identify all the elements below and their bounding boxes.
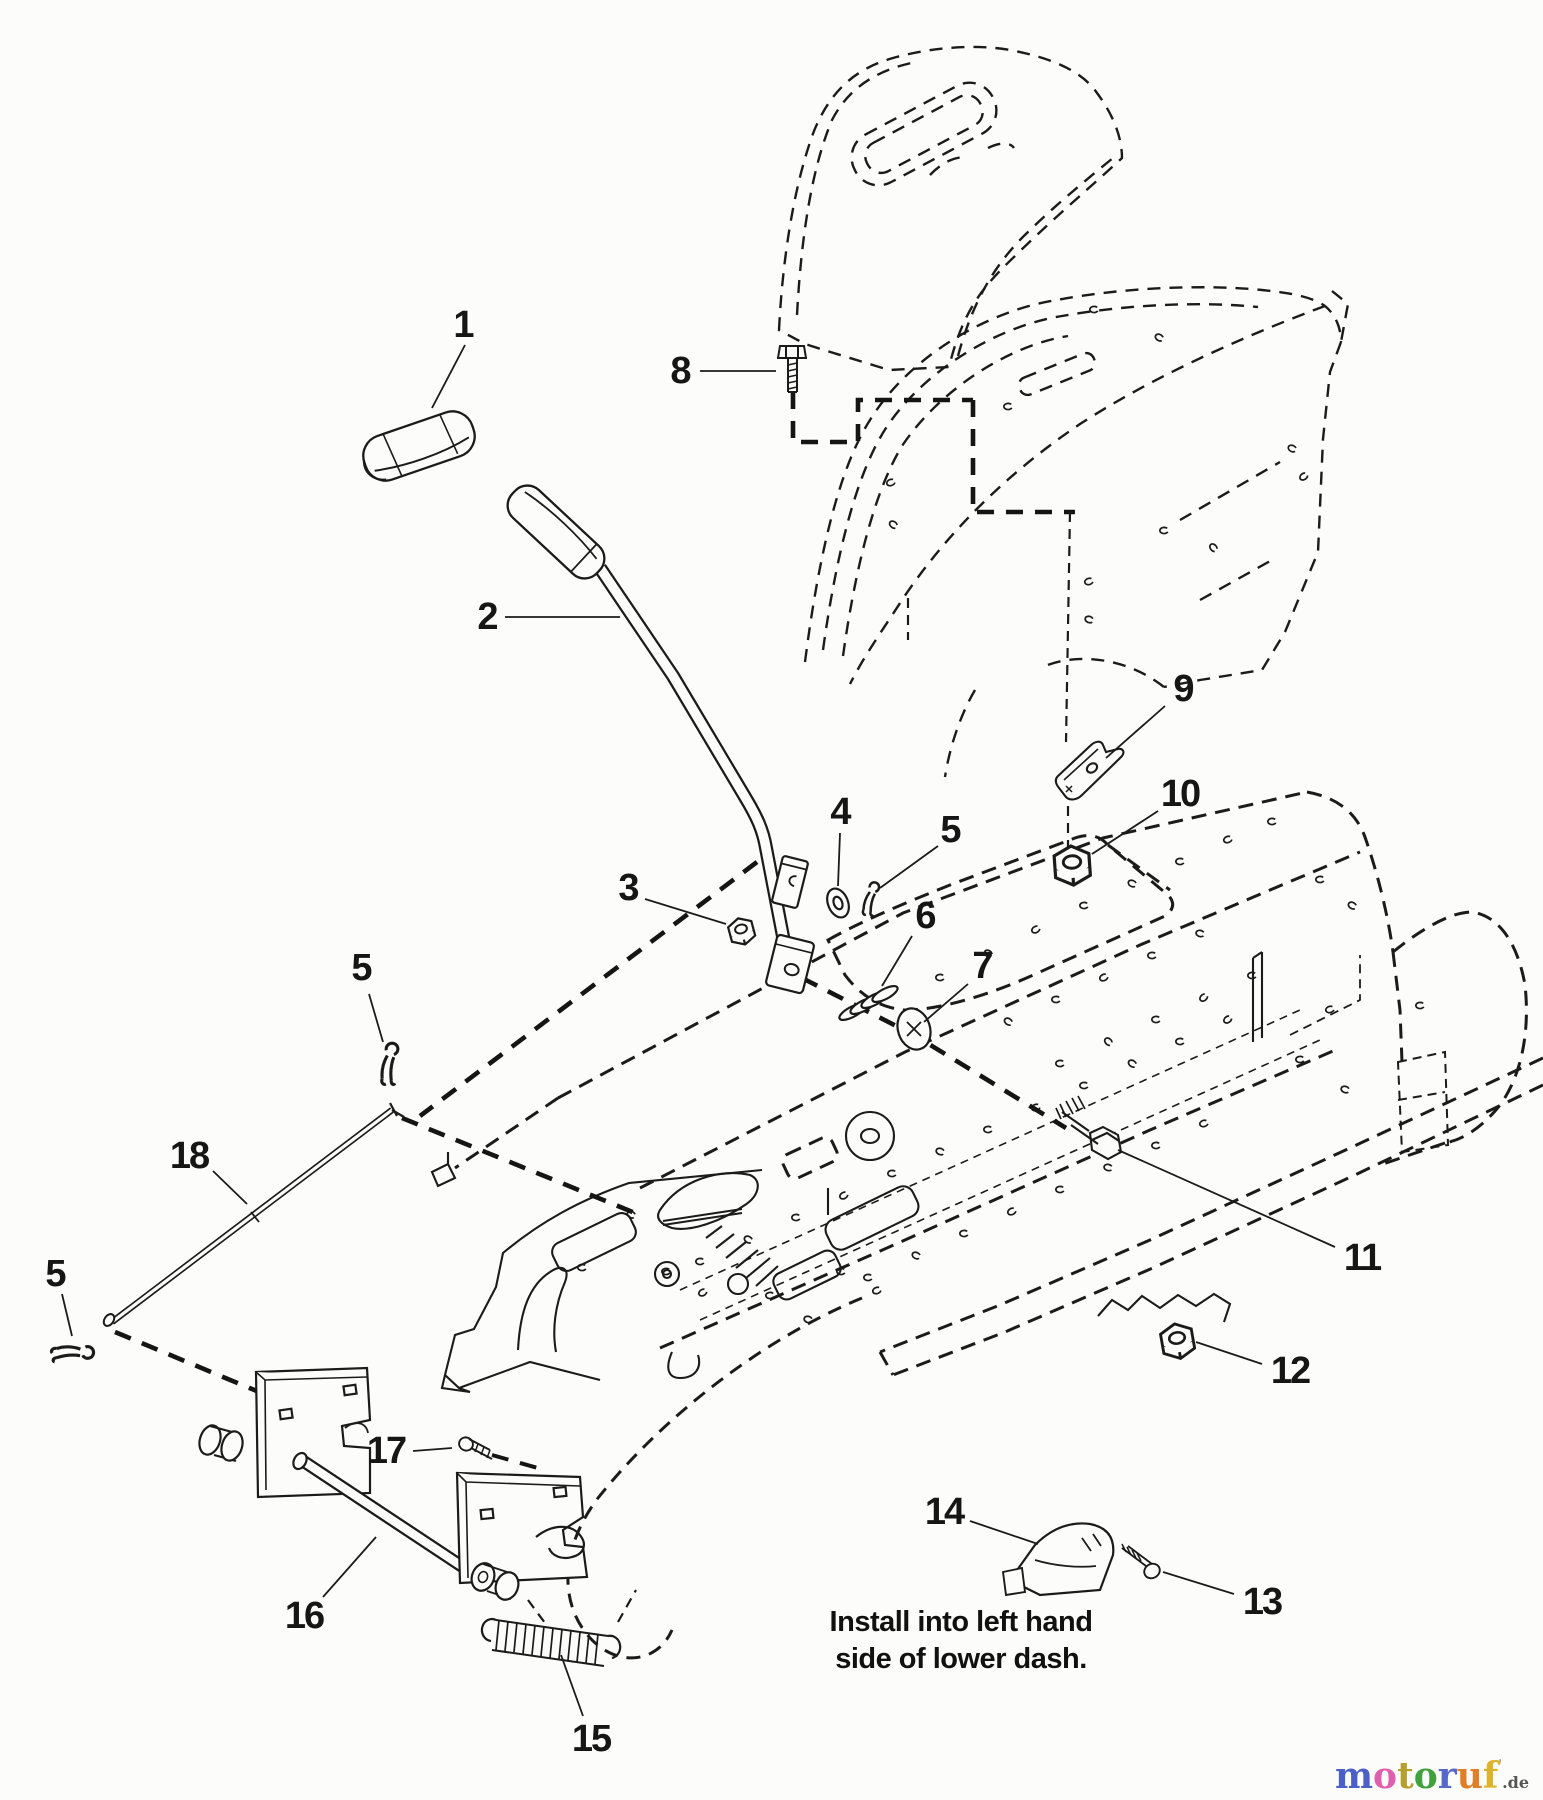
washer-4 bbox=[823, 885, 853, 920]
callout-15: 15 bbox=[571, 1718, 611, 1760]
callout-6: 6 bbox=[915, 895, 935, 937]
leader-3 bbox=[645, 899, 726, 924]
callout-18: 18 bbox=[169, 1135, 209, 1177]
chassis-frame-holes bbox=[578, 818, 1424, 1323]
compression-spring-6 bbox=[837, 983, 899, 1023]
cotter-pin-5c bbox=[51, 1343, 94, 1363]
callout-14: 14 bbox=[924, 1491, 964, 1533]
lever-knob bbox=[357, 406, 481, 487]
leader-5a bbox=[880, 846, 938, 888]
callout-13: 13 bbox=[1242, 1581, 1282, 1623]
screw-17 bbox=[457, 1435, 492, 1459]
install-note bbox=[751, 1604, 1171, 1678]
chassis-frame-solid-details bbox=[846, 952, 1262, 1322]
hanger-bracket-16 bbox=[196, 1368, 587, 1603]
leader-15 bbox=[561, 1655, 583, 1716]
cotter-pin-5a bbox=[862, 881, 879, 916]
extension-spring-15 bbox=[482, 1619, 620, 1666]
logo-suffix: .de bbox=[1502, 1773, 1529, 1792]
leader-5b bbox=[369, 994, 383, 1042]
leader-9 bbox=[1106, 706, 1165, 758]
disc-washer-7 bbox=[892, 1004, 935, 1054]
callout-5a: 5 bbox=[940, 809, 960, 851]
leader-6 bbox=[882, 936, 912, 986]
latch-handle-14 bbox=[1003, 1523, 1113, 1595]
latch-bracket-9 bbox=[1056, 742, 1124, 800]
leader-17 bbox=[413, 1448, 452, 1451]
leader-12 bbox=[1196, 1342, 1262, 1364]
callout-2: 2 bbox=[477, 596, 497, 638]
hex-nut-10 bbox=[1054, 845, 1091, 886]
callout-11: 11 bbox=[1343, 1237, 1381, 1279]
cotter-pin-5b bbox=[381, 1043, 398, 1085]
logo-letter: r bbox=[1437, 1755, 1457, 1797]
logo-letter: m bbox=[1334, 1755, 1374, 1797]
callout-1: 1 bbox=[453, 304, 473, 346]
leader-13 bbox=[1163, 1572, 1234, 1594]
leader-10 bbox=[1092, 811, 1158, 854]
hex-nut-12 bbox=[1159, 1321, 1196, 1361]
screw-13 bbox=[1122, 1544, 1162, 1581]
link-rod-18 bbox=[102, 1103, 404, 1328]
console-lower-dash bbox=[432, 1152, 922, 1392]
logo-letter: u bbox=[1456, 1755, 1483, 1797]
callout-8: 8 bbox=[670, 350, 690, 392]
logo-tick: ' bbox=[1498, 1757, 1503, 1771]
callout-12: 12 bbox=[1270, 1350, 1310, 1392]
leader-1 bbox=[432, 345, 465, 408]
callout-10: 10 bbox=[1160, 773, 1200, 815]
logo-letter: o bbox=[1413, 1755, 1438, 1797]
leader-14 bbox=[970, 1521, 1038, 1544]
leader-7 bbox=[924, 984, 968, 1022]
callout-4: 4 bbox=[830, 791, 850, 833]
watermark-logo bbox=[1334, 1755, 1529, 1797]
install-note-line1: Install into left hand bbox=[829, 1606, 1093, 1638]
hex-nut-3 bbox=[727, 915, 757, 947]
lower-fender-outline bbox=[805, 287, 1348, 777]
bolt-8 bbox=[778, 346, 806, 392]
upper-fender-outline bbox=[779, 47, 1122, 370]
leader-16 bbox=[323, 1537, 376, 1597]
callout-5c: 5 bbox=[45, 1253, 65, 1295]
callout-16: 16 bbox=[284, 1595, 324, 1637]
leader-5c bbox=[62, 1294, 72, 1336]
callout-5b: 5 bbox=[351, 947, 371, 989]
assembly-dash-lines-thin bbox=[528, 512, 1070, 1658]
callout-17: 17 bbox=[366, 1430, 406, 1472]
callout-3: 3 bbox=[618, 867, 638, 909]
install-note-line2: side of lower dash. bbox=[835, 1643, 1087, 1675]
callout-9: 9 bbox=[1173, 668, 1193, 710]
lever-clamp bbox=[772, 856, 809, 909]
lift-lever bbox=[357, 406, 815, 994]
logo-letter: f bbox=[1482, 1755, 1499, 1797]
callout-7: 7 bbox=[972, 945, 992, 987]
leader-lines bbox=[62, 345, 1335, 1716]
lever-grip bbox=[501, 479, 612, 586]
lever-pivot-block bbox=[765, 934, 814, 994]
leader-4 bbox=[838, 833, 840, 886]
leader-18 bbox=[213, 1171, 247, 1204]
logo-letter: t bbox=[1397, 1755, 1414, 1797]
logo-letter: o bbox=[1373, 1755, 1398, 1797]
